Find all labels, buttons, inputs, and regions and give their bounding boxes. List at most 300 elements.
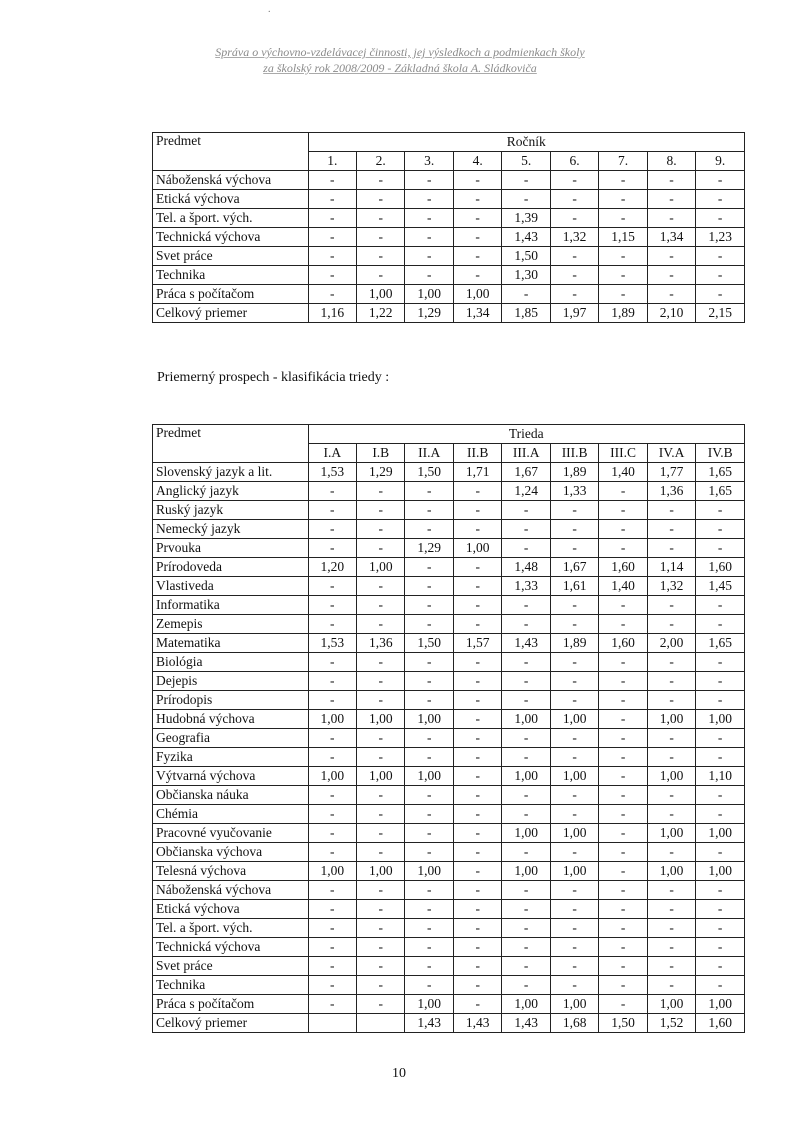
value-cell: - xyxy=(405,228,453,247)
value-cell: 1,29 xyxy=(405,304,453,323)
value-cell: - xyxy=(308,247,356,266)
value-cell: - xyxy=(599,805,647,824)
subject-cell: Náboženská výchova xyxy=(153,881,309,900)
table-row xyxy=(153,900,745,919)
value-cell: - xyxy=(453,501,501,520)
value-cell: 1,33 xyxy=(502,577,550,596)
value-cell: - xyxy=(405,247,453,266)
value-cell: - xyxy=(357,919,405,938)
value-cell: - xyxy=(308,900,356,919)
value-cell: 1,14 xyxy=(647,558,695,577)
value-cell: 1,00 xyxy=(647,824,695,843)
value-cell: - xyxy=(550,748,598,767)
value-cell: - xyxy=(599,995,647,1014)
value-cell: - xyxy=(599,482,647,501)
value-cell: 1,00 xyxy=(405,862,453,881)
table-row xyxy=(153,976,745,995)
table-row xyxy=(153,786,745,805)
value-cell: - xyxy=(502,919,550,938)
value-cell: - xyxy=(453,938,501,957)
value-cell: 1,89 xyxy=(550,634,598,653)
subject-cell: Náboženská výchova xyxy=(153,171,309,190)
table-row xyxy=(153,209,745,228)
value-cell: - xyxy=(405,190,453,209)
value-cell: - xyxy=(308,190,356,209)
value-cell: - xyxy=(502,748,550,767)
value-cell: - xyxy=(647,501,695,520)
value-cell: 1,57 xyxy=(453,634,501,653)
subject-cell: Zemepis xyxy=(153,615,309,634)
value-cell: 1,71 xyxy=(453,463,501,482)
column-header: 8. xyxy=(647,152,695,171)
value-cell: 2,10 xyxy=(647,304,695,323)
value-cell: - xyxy=(308,843,356,862)
value-cell: - xyxy=(405,653,453,672)
value-cell: - xyxy=(599,501,647,520)
value-cell: - xyxy=(647,691,695,710)
value-cell: - xyxy=(502,615,550,634)
table-row xyxy=(153,748,745,767)
value-cell: 1,00 xyxy=(502,862,550,881)
value-cell: 2,15 xyxy=(696,304,745,323)
value-cell: - xyxy=(405,672,453,691)
value-cell: 1,36 xyxy=(647,482,695,501)
value-cell: - xyxy=(647,539,695,558)
value-cell: 1,39 xyxy=(502,209,550,228)
subject-cell: Telesná výchova xyxy=(153,862,309,881)
value-cell: - xyxy=(405,209,453,228)
value-cell: - xyxy=(550,615,598,634)
value-cell: - xyxy=(453,266,501,285)
value-cell: - xyxy=(502,805,550,824)
value-cell: 1,33 xyxy=(550,482,598,501)
value-cell: 1,00 xyxy=(453,285,501,304)
value-cell: 1,60 xyxy=(696,1014,745,1033)
value-cell: - xyxy=(357,881,405,900)
value-cell: - xyxy=(647,938,695,957)
subject-cell: Technická výchova xyxy=(153,228,309,247)
value-cell: - xyxy=(453,976,501,995)
value-cell: - xyxy=(696,615,745,634)
value-cell: - xyxy=(696,748,745,767)
value-cell: - xyxy=(502,190,550,209)
value-cell: - xyxy=(357,938,405,957)
value-cell: - xyxy=(647,596,695,615)
value-cell: - xyxy=(550,805,598,824)
subject-cell: Svet práce xyxy=(153,247,309,266)
value-cell: - xyxy=(502,881,550,900)
column-header: II.A xyxy=(405,444,453,463)
subject-cell: Biológia xyxy=(153,653,309,672)
value-cell: - xyxy=(308,729,356,748)
value-cell: - xyxy=(308,482,356,501)
class-table-caption: Priemerný prospech - klasifikácia triedy : xyxy=(157,370,390,385)
value-cell: 1,00 xyxy=(696,824,745,843)
value-cell: - xyxy=(599,266,647,285)
value-cell: - xyxy=(308,824,356,843)
value-cell: - xyxy=(550,653,598,672)
table-row xyxy=(153,285,745,304)
value-cell: 1,00 xyxy=(550,862,598,881)
value-cell: - xyxy=(357,266,405,285)
table-row xyxy=(153,520,745,539)
subject-cell: Práca s počítačom xyxy=(153,285,309,304)
value-cell: - xyxy=(405,596,453,615)
class-average-table xyxy=(152,424,745,1033)
value-cell: - xyxy=(647,843,695,862)
subject-cell: Informatika xyxy=(153,596,309,615)
value-cell: - xyxy=(308,748,356,767)
value-cell: - xyxy=(453,881,501,900)
value-cell xyxy=(357,1014,405,1033)
value-cell: - xyxy=(405,957,453,976)
value-cell: - xyxy=(599,596,647,615)
value-cell: - xyxy=(647,520,695,539)
value-cell: - xyxy=(696,957,745,976)
value-cell: - xyxy=(357,691,405,710)
value-cell: - xyxy=(357,653,405,672)
value-cell: - xyxy=(453,767,501,786)
table-row xyxy=(153,247,745,266)
value-cell: 1,53 xyxy=(308,463,356,482)
value-cell: - xyxy=(550,938,598,957)
value-cell: 1,00 xyxy=(696,710,745,729)
value-cell: - xyxy=(696,919,745,938)
table-row xyxy=(153,767,745,786)
value-cell: - xyxy=(696,596,745,615)
value-cell: 1,00 xyxy=(647,767,695,786)
value-cell: - xyxy=(696,729,745,748)
value-cell: - xyxy=(696,900,745,919)
subject-cell: Geografia xyxy=(153,729,309,748)
value-cell: - xyxy=(599,190,647,209)
value-cell: 1,20 xyxy=(308,558,356,577)
value-cell: - xyxy=(599,881,647,900)
value-cell: - xyxy=(453,672,501,691)
subject-cell: Chémia xyxy=(153,805,309,824)
value-cell: - xyxy=(502,786,550,805)
value-cell: - xyxy=(502,976,550,995)
page-number: 10 xyxy=(392,1066,406,1081)
value-cell: 1,15 xyxy=(599,228,647,247)
value-cell: - xyxy=(357,577,405,596)
table-row xyxy=(153,596,745,615)
value-cell: - xyxy=(357,615,405,634)
value-cell: - xyxy=(405,577,453,596)
subject-cell: Celkový priemer xyxy=(153,1014,309,1033)
value-cell: - xyxy=(453,710,501,729)
subject-cell: Prírodopis xyxy=(153,691,309,710)
value-cell: - xyxy=(599,247,647,266)
value-cell: 1,00 xyxy=(357,558,405,577)
value-cell: 1,00 xyxy=(550,995,598,1014)
value-cell: - xyxy=(599,767,647,786)
value-cell: - xyxy=(599,824,647,843)
value-cell: 1,40 xyxy=(599,463,647,482)
value-cell: - xyxy=(550,266,598,285)
value-cell: - xyxy=(357,843,405,862)
header-line-1: Správa o výchovno-vzdelávacej činnosti, jej výsledkoch a podmienkach školy xyxy=(215,45,585,59)
table-row xyxy=(153,615,745,634)
subject-cell: Prvouka xyxy=(153,539,309,558)
value-cell: 1,43 xyxy=(502,1014,550,1033)
value-cell: - xyxy=(453,653,501,672)
value-cell: - xyxy=(502,672,550,691)
value-cell: - xyxy=(453,862,501,881)
value-cell: - xyxy=(308,285,356,304)
value-cell: - xyxy=(405,976,453,995)
table-row xyxy=(153,710,745,729)
value-cell: 1,00 xyxy=(308,710,356,729)
value-cell: - xyxy=(647,748,695,767)
subject-header: Predmet xyxy=(153,133,309,171)
value-cell: - xyxy=(550,976,598,995)
column-header: 5. xyxy=(502,152,550,171)
value-cell: - xyxy=(308,501,356,520)
value-cell: - xyxy=(357,729,405,748)
value-cell: - xyxy=(453,190,501,209)
value-cell: - xyxy=(453,171,501,190)
value-cell: - xyxy=(308,881,356,900)
value-cell: 1,00 xyxy=(405,710,453,729)
value-cell: 1,00 xyxy=(647,862,695,881)
column-header: 7. xyxy=(599,152,647,171)
value-cell: - xyxy=(453,577,501,596)
value-cell: - xyxy=(550,691,598,710)
value-cell: - xyxy=(696,501,745,520)
top-mark: . xyxy=(268,4,271,15)
table-row xyxy=(153,938,745,957)
value-cell: - xyxy=(453,691,501,710)
value-cell: - xyxy=(308,171,356,190)
table-row xyxy=(153,190,745,209)
subject-cell: Celkový priemer xyxy=(153,304,309,323)
subject-cell: Práca s počítačom xyxy=(153,995,309,1014)
subject-cell: Etická výchova xyxy=(153,900,309,919)
value-cell: - xyxy=(308,228,356,247)
value-cell: - xyxy=(696,976,745,995)
value-cell: - xyxy=(550,881,598,900)
subject-cell: Svet práce xyxy=(153,957,309,976)
value-cell: 1,77 xyxy=(647,463,695,482)
table-row xyxy=(153,672,745,691)
value-cell: - xyxy=(599,938,647,957)
value-cell: - xyxy=(357,748,405,767)
column-header: I.A xyxy=(308,444,356,463)
value-cell: - xyxy=(308,938,356,957)
value-cell: - xyxy=(696,247,745,266)
value-cell: 1,50 xyxy=(405,634,453,653)
value-cell: - xyxy=(405,729,453,748)
value-cell: - xyxy=(308,577,356,596)
value-cell: - xyxy=(308,995,356,1014)
table-row xyxy=(153,995,745,1014)
value-cell: - xyxy=(550,843,598,862)
value-cell: - xyxy=(696,672,745,691)
value-cell: - xyxy=(550,520,598,539)
value-cell: - xyxy=(599,691,647,710)
value-cell: - xyxy=(599,748,647,767)
value-cell: - xyxy=(647,976,695,995)
value-cell: - xyxy=(599,171,647,190)
value-cell: - xyxy=(357,190,405,209)
column-header: III.B xyxy=(550,444,598,463)
value-cell: - xyxy=(502,957,550,976)
value-cell: - xyxy=(599,653,647,672)
value-cell: - xyxy=(696,209,745,228)
value-cell: - xyxy=(308,520,356,539)
column-header: 3. xyxy=(405,152,453,171)
value-cell: 1,23 xyxy=(696,228,745,247)
column-header: 4. xyxy=(453,152,501,171)
value-cell: 1,53 xyxy=(308,634,356,653)
table-row xyxy=(153,539,745,558)
subject-cell: Výtvarná výchova xyxy=(153,767,309,786)
value-cell: - xyxy=(405,691,453,710)
value-cell: - xyxy=(453,729,501,748)
column-header: III.C xyxy=(599,444,647,463)
value-cell: - xyxy=(647,900,695,919)
table-row xyxy=(153,862,745,881)
value-cell: - xyxy=(696,190,745,209)
value-cell: 1,68 xyxy=(550,1014,598,1033)
column-header: IV.A xyxy=(647,444,695,463)
value-cell: - xyxy=(405,881,453,900)
table-row xyxy=(153,729,745,748)
value-cell: - xyxy=(308,805,356,824)
value-cell: 1,00 xyxy=(357,767,405,786)
value-cell: - xyxy=(308,957,356,976)
value-cell: 1,67 xyxy=(550,558,598,577)
value-cell: - xyxy=(453,596,501,615)
value-cell: - xyxy=(357,520,405,539)
value-cell: - xyxy=(308,615,356,634)
subject-cell: Vlastiveda xyxy=(153,577,309,596)
value-cell: 1,00 xyxy=(405,767,453,786)
value-cell: 1,00 xyxy=(357,285,405,304)
value-cell: - xyxy=(502,285,550,304)
value-cell: - xyxy=(357,596,405,615)
value-cell: - xyxy=(308,209,356,228)
subject-cell: Etická výchova xyxy=(153,190,309,209)
value-cell: 1,89 xyxy=(599,304,647,323)
table-header-row xyxy=(153,133,745,152)
value-cell: - xyxy=(502,171,550,190)
value-cell: 1,00 xyxy=(696,995,745,1014)
value-cell: - xyxy=(599,539,647,558)
table-row xyxy=(153,304,745,323)
table-row xyxy=(153,266,745,285)
value-cell: - xyxy=(308,596,356,615)
value-cell: - xyxy=(357,171,405,190)
value-cell: - xyxy=(599,710,647,729)
value-cell: - xyxy=(405,938,453,957)
value-cell: 1,61 xyxy=(550,577,598,596)
column-header: IV.B xyxy=(696,444,745,463)
subject-cell: Občianska výchova xyxy=(153,843,309,862)
value-cell: - xyxy=(405,482,453,501)
value-cell: - xyxy=(453,919,501,938)
value-cell: - xyxy=(599,615,647,634)
value-cell: - xyxy=(357,824,405,843)
value-cell: - xyxy=(696,539,745,558)
value-cell: - xyxy=(550,247,598,266)
value-cell: 1,00 xyxy=(502,767,550,786)
subject-cell: Dejepis xyxy=(153,672,309,691)
table-row xyxy=(153,881,745,900)
value-cell: - xyxy=(696,843,745,862)
value-cell: - xyxy=(502,653,550,672)
column-header: I.B xyxy=(357,444,405,463)
value-cell: - xyxy=(405,805,453,824)
table-row xyxy=(153,843,745,862)
value-cell: - xyxy=(308,919,356,938)
value-cell: 1,00 xyxy=(308,767,356,786)
table-row xyxy=(153,805,745,824)
column-header: 9. xyxy=(696,152,745,171)
value-cell: 1,60 xyxy=(696,558,745,577)
table-row xyxy=(153,957,745,976)
column-header: 1. xyxy=(308,152,356,171)
value-cell: - xyxy=(308,786,356,805)
value-cell: - xyxy=(696,653,745,672)
value-cell: 1,00 xyxy=(308,862,356,881)
subject-cell: Fyzika xyxy=(153,748,309,767)
subject-cell: Technika xyxy=(153,266,309,285)
value-cell xyxy=(308,1014,356,1033)
value-cell: 1,43 xyxy=(405,1014,453,1033)
subject-cell: Ruský jazyk xyxy=(153,501,309,520)
value-cell: - xyxy=(357,501,405,520)
value-cell: - xyxy=(550,957,598,976)
value-cell: 1,60 xyxy=(599,634,647,653)
value-cell: - xyxy=(453,748,501,767)
value-cell: - xyxy=(453,957,501,976)
table-row xyxy=(153,228,745,247)
value-cell: - xyxy=(696,285,745,304)
value-cell: - xyxy=(647,171,695,190)
value-cell: - xyxy=(550,786,598,805)
group-header: Ročník xyxy=(308,133,744,152)
value-cell: 1,34 xyxy=(647,228,695,247)
subject-header: Predmet xyxy=(153,425,309,463)
value-cell: - xyxy=(696,691,745,710)
value-cell: - xyxy=(405,171,453,190)
column-header: 6. xyxy=(550,152,598,171)
subject-cell: Technická výchova xyxy=(153,938,309,957)
value-cell: - xyxy=(453,900,501,919)
value-cell: - xyxy=(550,596,598,615)
value-cell: - xyxy=(502,520,550,539)
value-cell: 1,29 xyxy=(357,463,405,482)
value-cell: 1,65 xyxy=(696,634,745,653)
value-cell: - xyxy=(453,786,501,805)
value-cell: - xyxy=(357,247,405,266)
value-cell: 1,00 xyxy=(647,710,695,729)
value-cell: - xyxy=(599,209,647,228)
value-cell: 1,10 xyxy=(696,767,745,786)
subject-cell: Technika xyxy=(153,976,309,995)
column-header: II.B xyxy=(453,444,501,463)
value-cell: - xyxy=(599,862,647,881)
table-row xyxy=(153,577,745,596)
group-header: Trieda xyxy=(308,425,744,444)
value-cell: 1,00 xyxy=(502,995,550,1014)
table-row xyxy=(153,919,745,938)
value-cell: - xyxy=(357,482,405,501)
value-cell: - xyxy=(599,285,647,304)
value-cell: - xyxy=(453,615,501,634)
